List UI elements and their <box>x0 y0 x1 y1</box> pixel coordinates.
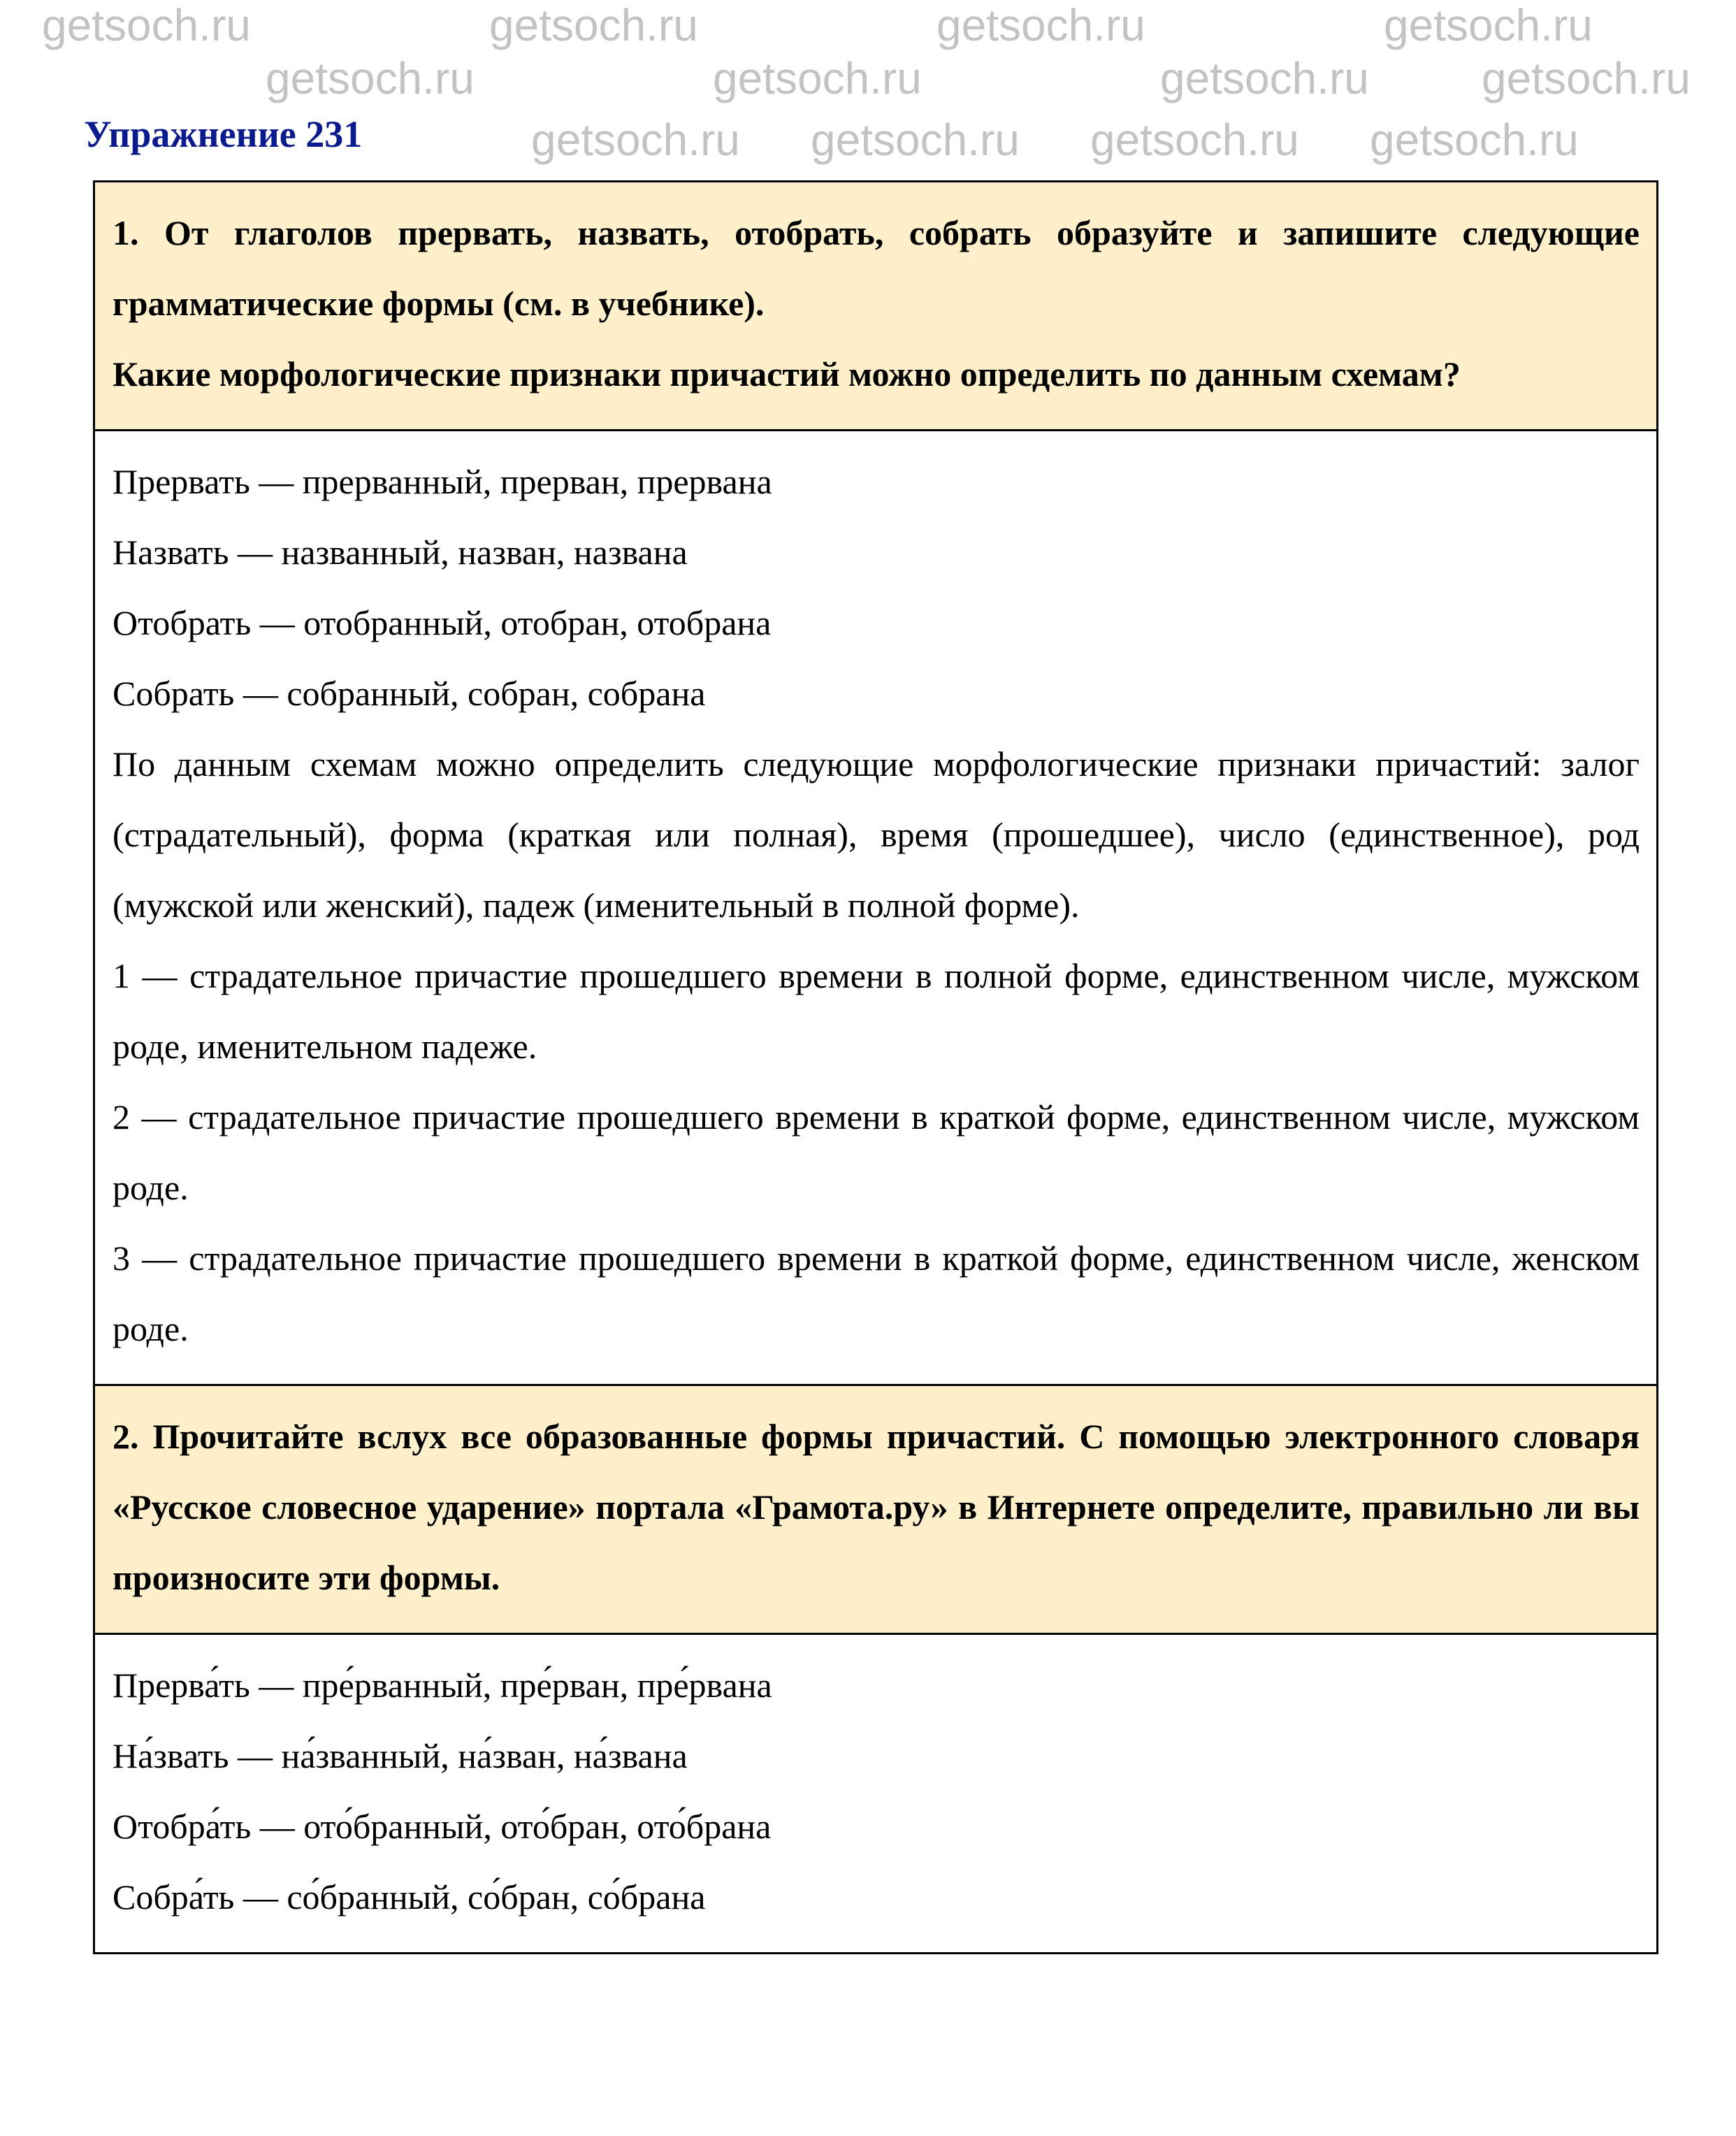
watermark: getsoch.ru <box>42 0 251 50</box>
watermark: getsoch.ru <box>266 53 475 103</box>
answer-paragraph: 1 — страдательное причастие прошедшего времени в полной форме, единственном числе, мужском роде, именительном падеже. <box>113 956 1640 1066</box>
exercise-title: Упражнение 231 <box>84 113 363 155</box>
exercise-table <box>93 180 1658 1954</box>
answer-paragraph: 2 — страдательное причастие прошедшего времени в краткой форме, единственном числе, мужском роде. <box>113 1097 1640 1207</box>
question-text: Какие морфологические признаки причастий можно определить по данным схемам? <box>113 354 1461 394</box>
watermark: getsoch.ru <box>1160 53 1369 103</box>
watermark: getsoch.ru <box>531 115 740 165</box>
watermark: getsoch.ru <box>811 115 1020 165</box>
answer-line: Прервать — прерванный, прерван, прервана <box>113 462 772 501</box>
answer-line: Отобрать — отобранный, отобран, отобрана <box>113 603 772 642</box>
watermark: getsoch.ru <box>1482 53 1691 103</box>
answer-paragraph: По данным схемам можно определить следующие морфологические признаки причастий: залог (страдательный), форма (краткая или полная), время (прошедшее), число (единственное), род (мужской или женский), падеж (именительный в полной форме). <box>113 744 1640 925</box>
watermark: getsoch.ru <box>936 0 1145 50</box>
question-1 <box>95 182 1656 429</box>
answer-2 <box>95 1633 1656 1952</box>
answer-line: Назвать — названный, назван, названа <box>113 533 688 572</box>
answer-line: Собра́ть — со́бранный, со́бран, со́брана <box>113 1877 706 1917</box>
answer-paragraph: 3 — страдательное причастие прошедшего времени в краткой форме, единственном числе, женском роде. <box>113 1239 1640 1348</box>
watermark: getsoch.ru <box>713 53 922 103</box>
watermark: getsoch.ru <box>489 0 698 50</box>
answer-line: Отобра́ть — ото́бранный, ото́бран, ото́брана <box>113 1807 772 1846</box>
question-text: 2. Прочитайте вслух все образованные формы причастий. С помощью электронного словаря «Русское словесное ударение» портала «Грамота.ру» в Интернете определите, правильно ли вы произносите эти формы. <box>113 1417 1640 1597</box>
question-2 <box>95 1384 1656 1633</box>
question-text: 1. От глаголов прервать, назвать, отобрать, собрать образуйте и запишите следующие грамматические формы (см. в учебнике). <box>113 213 1640 323</box>
watermark: getsoch.ru <box>1370 115 1579 165</box>
watermark: getsoch.ru <box>1090 115 1299 165</box>
answer-line: Прерва́ть — пре́рванный, пре́рван, пре́рвана <box>113 1666 772 1705</box>
answer-1 <box>95 429 1656 1384</box>
answer-line: На́звать — на́званный, на́зван, на́звана <box>113 1736 688 1775</box>
watermark: getsoch.ru <box>1384 0 1593 50</box>
answer-line: Собрать — собранный, собран, собрана <box>113 674 706 713</box>
